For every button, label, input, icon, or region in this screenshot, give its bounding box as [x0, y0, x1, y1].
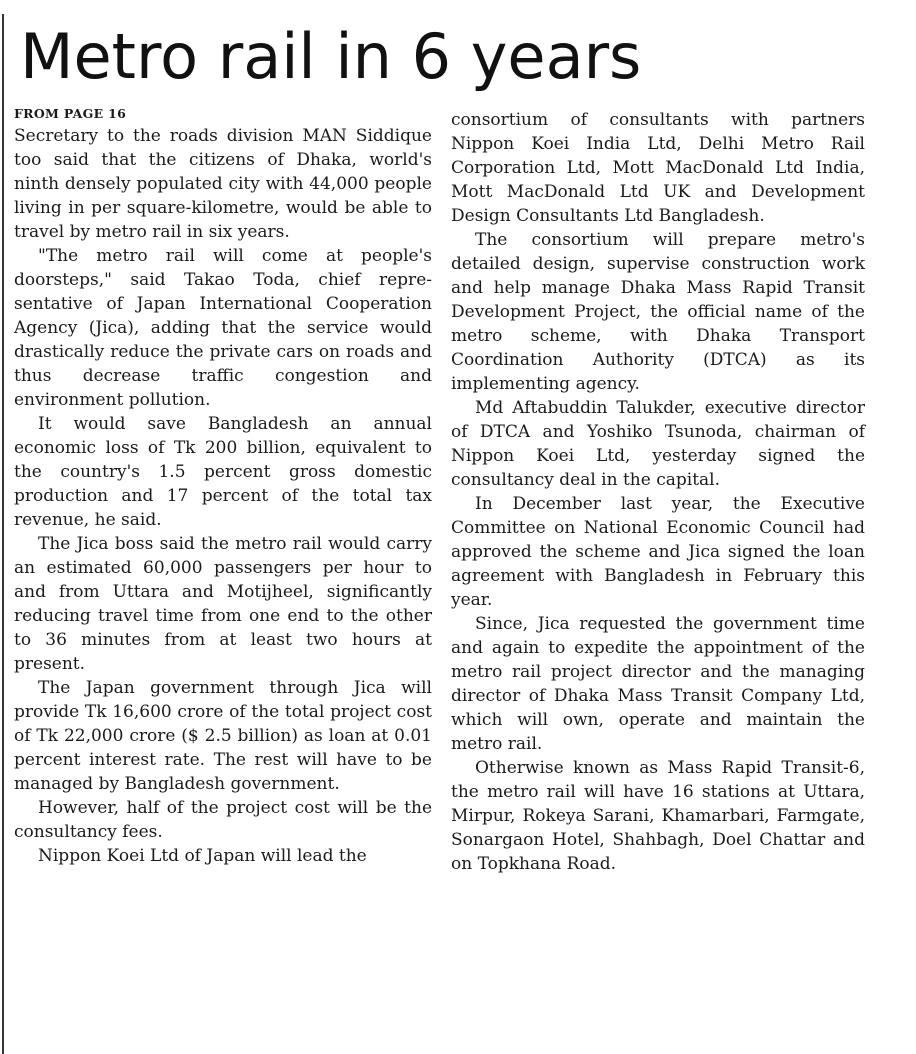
paragraph: Md Aftabuddin Talukder, executive director of DTCA and Yoshiko Tsunoda, chairman of Nippon Koei Ltd, yesterday signed the consultancy deal in the capital.: [451, 398, 865, 490]
paragraph: Secretary to the roads division MAN Siddique too said that the citizens of Dhaka, world's ninth densely populated city with 44,000 people living in per square-kilometre, would be able to travel by metro rail in six years.: [14, 126, 432, 242]
paragraph: However, half of the project cost will be the consultancy fees.: [14, 798, 432, 842]
paragraph: It would save Bangladesh an annual economic loss of Tk 200 billion, equivalent to the country's 1.5 percent gross domestic production and 17 percent of the total tax revenue, he said.: [14, 414, 432, 530]
paragraph: The consortium will prepare metro's detailed design, supervise construction work and help manage Dhaka Mass Rapid Transit Development Project, the official name of the metro scheme, with Dhaka Transport Coordination Authority (DTCA) as its implementing agency.: [451, 230, 865, 394]
left-column: [14, 104, 432, 868]
paragraph: consortium of consultants with partners Nippon Koei India Ltd, Delhi Metro Rail Corporation Ltd, Mott MacDonald Ltd India, Mott MacDonald Ltd UK and Development Design Consultants Ltd Bangladesh.: [451, 110, 865, 226]
paragraph: The Jica boss said the metro rail would carry an estimated 60,000 passengers per hour to and from Uttara and Motijheel, significantly reducing travel time from one end to the other to 36 minutes from at least two hours at present.: [14, 534, 432, 674]
paragraph: Nippon Koei Ltd of Japan will lead the: [38, 846, 367, 866]
paragraph: In December last year, the Executive Committee on National Economic Council had approved the scheme and Jica signed the loan agreement with Bangladesh in February this year.: [451, 494, 865, 610]
paragraph: The Japan government through Jica will provide Tk 16,600 crore of the total project cost of Tk 22,000 crore ($ 2.5 billion) as loan at 0.01 percent interest rate. The rest will have to be managed by Bangladesh government.: [14, 678, 432, 794]
right-column: [451, 108, 865, 876]
paragraph: Since, Jica requested the government time and again to expedite the appointment of the metro rail project director and the managing director of Dhaka Mass Transit Company Ltd, which will own, operate and maintain the metro rail.: [451, 614, 865, 754]
column-rule: [2, 14, 4, 1054]
jump-line: FROM PAGE 16: [14, 106, 127, 121]
headline: Metro rail in 6 years: [20, 20, 642, 93]
paragraph: Otherwise known as Mass Rapid Transit-6, the metro rail will have 16 stations at Uttara, Mirpur, Rokeya Sarani, Khamarbari, Farmgate, Sonargaon Hotel, Shahbagh, Doel Chattar and on Topkhana Road.: [451, 758, 865, 874]
paragraph: "The metro rail will come at people's doorsteps," said Takao Toda, chief representative of Japan International Cooperation Agency (Jica), adding that the service would drastically reduce the private cars on roads and thus decrease traffic congestion and environment pollution.: [14, 246, 432, 410]
